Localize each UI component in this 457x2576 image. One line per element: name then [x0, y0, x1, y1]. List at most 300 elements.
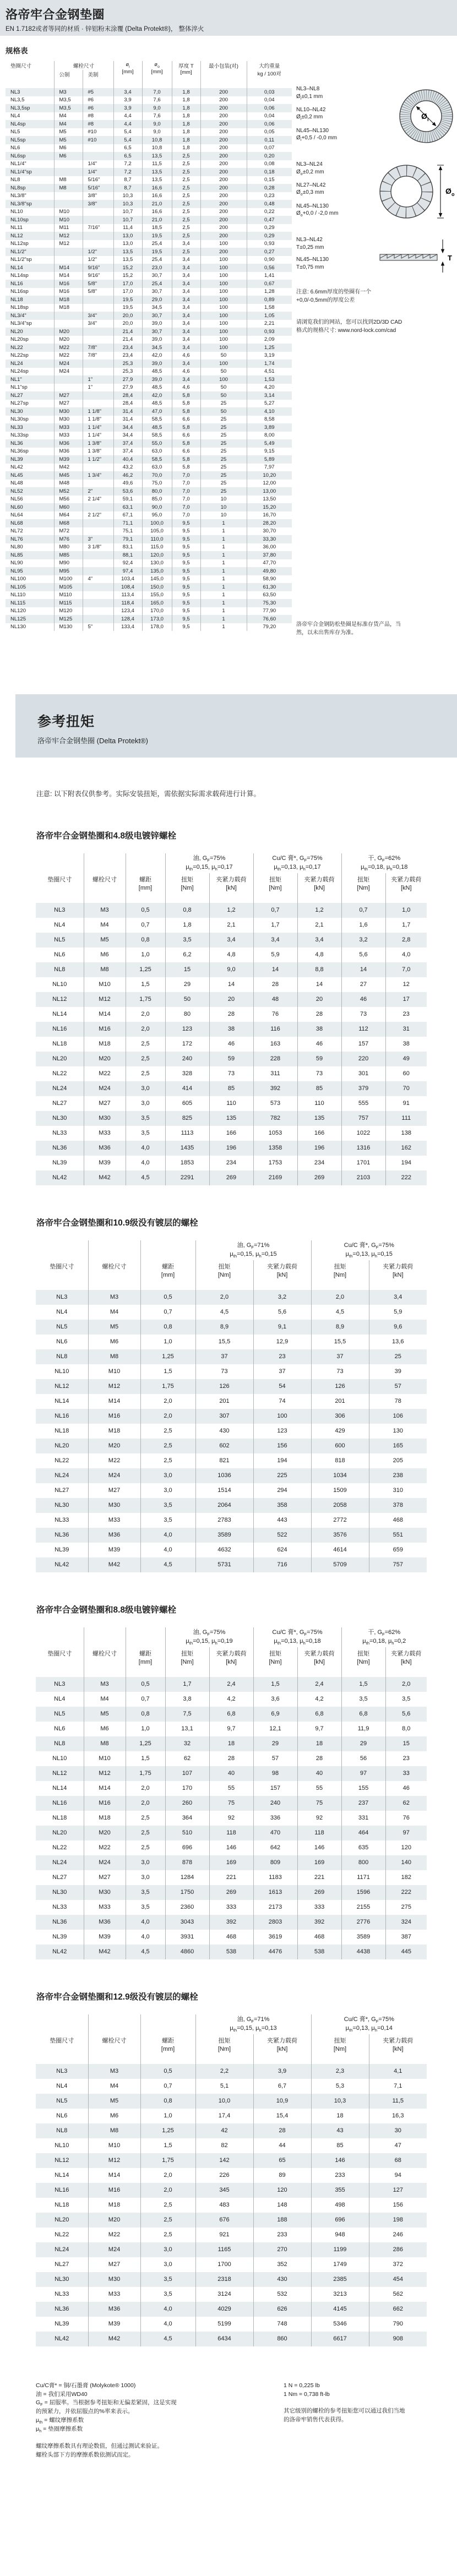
- spec-cell: [83, 583, 113, 591]
- spec-cell: 3,4: [172, 375, 200, 384]
- torque-cell: 498: [311, 2198, 369, 2213]
- torque-cell: 50: [165, 992, 209, 1007]
- torque-cell: M20: [88, 1439, 140, 1453]
- torque-cell: M6: [84, 947, 126, 962]
- torque-row: [36, 2109, 427, 2123]
- torque-cell: 3,5: [126, 1111, 165, 1126]
- spec-row: [6, 599, 292, 607]
- torque-cell: 468: [297, 1930, 341, 1945]
- torque-cell: 270: [253, 2242, 311, 2257]
- spec-cell: 61,30: [247, 583, 292, 591]
- spec-row: [6, 360, 292, 368]
- torque-cell: 29: [341, 1736, 385, 1751]
- spec-cell: M68: [54, 519, 83, 527]
- spec-cell: 2,5: [172, 168, 200, 176]
- torque-cell: 30: [369, 2123, 427, 2138]
- spec-row: [6, 615, 292, 623]
- spec-row: [6, 407, 292, 416]
- spec-cell: NL36: [10, 440, 23, 446]
- torque-cell: 468: [369, 1513, 427, 1528]
- spec-cell: 113,4: [113, 591, 142, 600]
- torque-cell: M12: [88, 2153, 140, 2168]
- torque-cell: 220: [341, 1052, 385, 1066]
- spec-cell: 133,4: [113, 623, 142, 631]
- spec-cell: 7,0: [172, 487, 200, 495]
- spec-cell: M18: [54, 304, 83, 312]
- torque-cell: 9,7: [209, 1722, 253, 1736]
- spec-cell: NL18: [10, 296, 23, 303]
- torque-cell: 379: [341, 1081, 385, 1096]
- spec-cell: 2,5: [172, 200, 200, 208]
- spec-cell: 7,6: [142, 96, 172, 105]
- spec-row: [6, 160, 292, 168]
- spec-cell: 2,5: [172, 248, 200, 256]
- spec-cell: 118,4: [113, 599, 142, 607]
- torque-cell: 2,5: [126, 1840, 165, 1855]
- spec-row: [6, 384, 292, 392]
- spec-cell: 0,04: [247, 112, 292, 121]
- torque-cell: M27: [84, 1870, 126, 1885]
- spec-cell: [83, 567, 113, 575]
- spec-cell: NL14sp: [10, 273, 29, 279]
- spec-cell: 123,4: [113, 607, 142, 616]
- spec-cell: 10: [200, 511, 247, 520]
- torque-cell: 782: [253, 1111, 297, 1126]
- spec-cell: #5: [83, 88, 113, 96]
- tolerance-list-thickness: [296, 236, 376, 276]
- torque-cell: 13,6: [369, 1335, 427, 1349]
- spec-cell: [83, 240, 113, 248]
- spec-cell: 2 1/4": [83, 495, 113, 504]
- spec-cell: 1: [200, 583, 247, 591]
- torque-row: [36, 1766, 427, 1781]
- spec-cell: 7,0: [172, 495, 200, 504]
- torque-cell: 233: [253, 2228, 311, 2242]
- torque-cell: 562: [369, 2287, 427, 2302]
- torque-cell: M5: [88, 2094, 140, 2109]
- spec-cell: 47,70: [247, 559, 292, 568]
- torque-cell: 6,2: [165, 947, 209, 962]
- svg-text:i: i: [427, 117, 429, 122]
- torque-table-grade-8-8: [36, 1627, 427, 1959]
- torque-cell: 3,0: [140, 2257, 195, 2272]
- torque-row: [36, 1543, 427, 1557]
- torque-cell: 0,8: [165, 903, 209, 918]
- spec-cell: [54, 256, 83, 264]
- torque-cell: 470: [253, 1826, 297, 1840]
- spec-cell: 77,90: [247, 607, 292, 616]
- torque-cell: 333: [209, 1900, 253, 1915]
- torque-cell: 142: [195, 2153, 253, 2168]
- torque-cell: 100: [253, 1409, 311, 1424]
- torque-cell: 635: [341, 1840, 385, 1855]
- spec-cell: M36: [54, 448, 83, 456]
- spec-cell: 34,4: [113, 423, 142, 432]
- torque-cell: 8,8: [297, 962, 341, 977]
- size-range: NL3–NL24: [296, 161, 323, 167]
- spec-cell: M48: [54, 480, 83, 488]
- torque-cell: 12: [385, 977, 427, 992]
- spec-cell: 8,58: [247, 416, 292, 424]
- torque-cell: 5,6: [341, 947, 385, 962]
- torque-cell: 28: [253, 2123, 311, 2138]
- torque-cell: 1358: [253, 1141, 297, 1156]
- torque-cell: 146: [311, 2153, 369, 2168]
- torque-cell: 148: [253, 2198, 311, 2213]
- torque-cell: 3,5: [140, 2272, 195, 2287]
- torque-cell: 1435: [165, 1141, 209, 1156]
- size-range: NL45–NL130: [296, 127, 329, 134]
- torque-cell: 62: [385, 1796, 427, 1811]
- torque-cell: 17: [385, 992, 427, 1007]
- spec-cell: M60: [54, 503, 83, 511]
- spec-cell: 28,4: [113, 391, 142, 400]
- torque-row: [36, 1483, 427, 1498]
- spec-cell: [83, 208, 113, 216]
- torque-cell: 0,7: [253, 903, 297, 918]
- torque-cell: M5: [84, 933, 126, 947]
- spec-cell: NL64: [10, 512, 23, 519]
- torque-cell: 3,6: [253, 1692, 297, 1707]
- torque-cell: 6617: [311, 2332, 369, 2346]
- torque-cell: M20: [88, 2213, 140, 2228]
- spec-cell: 100: [200, 296, 247, 304]
- spec-cell: 1/4": [83, 168, 113, 176]
- spec-cell: 7,0: [172, 503, 200, 511]
- torque-cell: 275: [385, 1900, 427, 1915]
- torque-cell: 1053: [253, 1126, 297, 1141]
- torque-cell: NL16: [52, 1800, 67, 1807]
- torque-cell: 345: [195, 2183, 253, 2198]
- torque-cell: 1509: [311, 1483, 369, 1498]
- torque-table-grade-12-9: [36, 2014, 427, 2346]
- torque-cell: 11,5: [369, 2094, 427, 2109]
- torque-cell: 85: [209, 1081, 253, 1096]
- torque-cell: 4,0: [126, 1915, 165, 1930]
- spec-cell: 75,0: [142, 480, 172, 488]
- washer-side-profile-icon: [376, 236, 457, 275]
- spec-row: [6, 583, 292, 591]
- spec-cell: 0,18: [247, 168, 292, 176]
- spec-cell: 120,0: [142, 551, 172, 559]
- col-header-torque: 扭矩 [Nm]: [341, 1647, 385, 1677]
- tolerance-value: $Ø_i\pm 0,1$ mm: [296, 93, 323, 101]
- torque-cell: 464: [341, 1826, 385, 1840]
- torque-cell: M14: [84, 1007, 126, 1022]
- lubrication-group-header: 干, $G_F=62\%$ $\mu_{th}=0,18$, $\mu_h=0,18$: [341, 853, 427, 873]
- torque-cell: 1596: [341, 1885, 385, 1900]
- torque-cell: 238: [369, 1468, 427, 1483]
- spec-cell: NL4: [10, 113, 20, 119]
- torque-cell: 2,0: [140, 2168, 195, 2183]
- torque-cell: 6434: [195, 2332, 253, 2346]
- torque-cell: 2,5: [126, 1826, 165, 1840]
- torque-cell: 1750: [165, 1885, 209, 1900]
- torque-row: [36, 1781, 427, 1796]
- spec-cell: 100: [200, 360, 247, 368]
- torque-cell: 8,9: [195, 1320, 253, 1335]
- spec-cell: 63,0: [142, 464, 172, 472]
- spec-cell: 30,70: [247, 527, 292, 536]
- spec-cell: 200: [200, 112, 247, 121]
- torque-cell: M12: [84, 1766, 126, 1781]
- torque-cell: 107: [165, 1766, 209, 1781]
- torque-cell: M4: [84, 918, 126, 933]
- torque-cell: 54: [253, 1379, 311, 1394]
- spec-cell: 3/4": [83, 312, 113, 320]
- spec-row: [6, 567, 292, 575]
- torque-cell: 140: [385, 1855, 427, 1870]
- spacer: [84, 1627, 126, 1647]
- spec-cell: [54, 384, 83, 392]
- torque-cell: 3,4: [209, 933, 253, 947]
- spec-cell: M30: [54, 416, 83, 424]
- spec-cell: NL60: [10, 504, 23, 510]
- torque-cell: 18: [297, 1736, 341, 1751]
- spec-cell: 0,11: [247, 136, 292, 144]
- lubrication-group-header: Cu/C 膏*, $G_F=75\%$ $\mu_{th}=0,13$, $\mu_h=0,18$: [253, 1627, 341, 1647]
- torque-cell: 1753: [253, 1156, 297, 1170]
- torque-row: [36, 1409, 427, 1424]
- torque-cell: M24: [84, 1081, 126, 1096]
- spec-row: [6, 216, 292, 224]
- torque-cell: NL39: [55, 1546, 69, 1554]
- spec-row: [6, 272, 292, 280]
- torque-cell: 4029: [195, 2302, 253, 2317]
- torque-cell: 4,2: [209, 1692, 253, 1707]
- torque-cell: 37: [253, 1364, 311, 1379]
- spec-cell: M33: [54, 423, 83, 432]
- torque-cell: 3043: [165, 1915, 209, 1930]
- spec-cell: 25: [200, 464, 247, 472]
- spec-cell: 2 1/2": [83, 511, 113, 520]
- torque-cell: 1613: [253, 1885, 297, 1900]
- torque-cell: 163: [253, 1037, 297, 1052]
- torque-cell: 23: [385, 1007, 427, 1022]
- torque-cell: 454: [369, 2272, 427, 2287]
- spec-cell: 63,1: [113, 503, 142, 511]
- torque-cell: 17,4: [195, 2109, 253, 2123]
- spec-cell: 5,8: [172, 464, 200, 472]
- spec-cell: NL3,5sp: [10, 105, 30, 111]
- torque-row: [36, 2094, 427, 2109]
- torque-cell: M16: [88, 2183, 140, 2198]
- spec-cell: [83, 527, 113, 536]
- torque-cell: 3576: [311, 1528, 369, 1543]
- spec-cell: NL3/8"sp: [10, 200, 32, 207]
- spec-cell: 1,8: [172, 144, 200, 153]
- spec-cell: [83, 152, 113, 160]
- torque-cell: 3931: [165, 1930, 209, 1945]
- spec-cell: NL36sp: [10, 448, 29, 455]
- torque-cell: 2,5: [140, 2198, 195, 2213]
- spec-cell: [54, 375, 83, 384]
- torque-cell: 2,5: [126, 1037, 165, 1052]
- torque-cell: M3: [84, 903, 126, 918]
- torque-cell: 2,5: [140, 2228, 195, 2242]
- spec-cell: 13,5: [142, 176, 172, 184]
- spec-cell: 58,90: [247, 575, 292, 584]
- torque-cell: 4,5: [126, 1945, 165, 1959]
- page-title: 洛帝牢合金钢垫圈: [6, 8, 105, 21]
- torque-row: [36, 977, 427, 992]
- spec-cell: 1,8: [172, 96, 200, 105]
- spec-cell: 19,5: [113, 304, 142, 312]
- col-header-torque: 扭矩 [Nm]: [341, 873, 385, 903]
- torque-cell: 522: [253, 1528, 311, 1543]
- torque-cell: 4,0: [140, 1528, 195, 1543]
- spec-cell: NL16sp: [10, 288, 29, 295]
- outer-diameter-tolerance-row: [296, 161, 457, 224]
- torque-cell: 170: [165, 1781, 209, 1796]
- torque-cell: 120: [253, 2183, 311, 2198]
- spec-cell: 4,10: [247, 407, 292, 416]
- spec-cell: 3,19: [247, 352, 292, 360]
- torque-cell: NL14: [55, 2172, 69, 2179]
- torque-cell: 1,75: [140, 1379, 195, 1394]
- spec-cell: 10,7: [113, 208, 142, 216]
- torque-cell: NL36: [52, 1919, 67, 1926]
- torque-cell: 3589: [195, 1528, 253, 1543]
- torque-cell: NL24: [52, 1085, 67, 1092]
- torque-cell: 118: [209, 1826, 253, 1840]
- torque-cell: 110: [297, 1096, 341, 1111]
- spec-cell: NL16: [10, 280, 23, 287]
- spec-cell: 9/16": [83, 272, 113, 280]
- torque-cell: NL24: [55, 1472, 69, 1479]
- torque-cell: 0,7: [126, 1692, 165, 1707]
- spec-row: [6, 527, 292, 536]
- spec-cell: NL1/2": [10, 248, 26, 255]
- cad-note: 请浏览我们的网站，您可以找到2D/3D CAD 格式的规格尺寸: www.nord-lock.com/cad: [296, 319, 402, 334]
- spec-cell: 200: [200, 208, 247, 216]
- torque-cell: M6: [84, 1722, 126, 1736]
- col-header-clamp-load: 夹紧力载荷 [kN]: [385, 1647, 427, 1677]
- spec-cell: 1: [200, 567, 247, 575]
- spec-cell: 4,6: [172, 368, 200, 376]
- torque-row: [36, 1379, 427, 1394]
- col-header-clamp-load: 夹紧力载荷 [kN]: [253, 1260, 311, 1290]
- torque-cell: 196: [297, 1141, 341, 1156]
- torque-cell: 57: [253, 1751, 297, 1766]
- col-header-washer-size: 垫圈尺寸: [47, 876, 72, 884]
- spec-cell: 1/2": [83, 256, 113, 264]
- torque-cell: M22: [88, 2228, 140, 2242]
- torque-cell: NL33: [55, 1517, 69, 1524]
- torque-row: [36, 1707, 427, 1722]
- spec-cell: NL24: [10, 360, 23, 367]
- torque-cell: 2064: [195, 1498, 253, 1513]
- torque-row: [36, 1468, 427, 1483]
- serrated-washer-front-icon: [395, 85, 457, 147]
- torque-cell: 2,3: [311, 2064, 369, 2079]
- torque-cell: 2,5: [140, 1424, 195, 1439]
- torque-cell: NL36: [55, 1532, 69, 1539]
- spec-cell: 58,5: [142, 416, 172, 424]
- spec-row: [6, 328, 292, 336]
- torque-cell: 15: [385, 1736, 427, 1751]
- spec-cell: 16,6: [142, 208, 172, 216]
- torque-cell: 118: [297, 1826, 341, 1840]
- spec-cell: 33,30: [247, 535, 292, 543]
- torque-cell: M3: [88, 2064, 140, 2079]
- spec-cell: 1 3/8": [83, 448, 113, 456]
- torque-cell: NL18: [52, 1815, 67, 1822]
- torque-cell: 73: [341, 1007, 385, 1022]
- torque-cell: 234: [209, 1156, 253, 1170]
- torque-row: [36, 2138, 427, 2153]
- torque-cell: 32: [165, 1736, 209, 1751]
- spec-cell: 2,5: [172, 160, 200, 168]
- col-header-washer-size: 垫圈尺寸: [10, 63, 32, 69]
- torque-row: [36, 1677, 427, 1692]
- torque-cell: 1,0: [385, 903, 427, 918]
- spec-cell: 110,0: [142, 535, 172, 543]
- torque-cell: NL5: [56, 2098, 68, 2105]
- spec-cell: 1,41: [247, 272, 292, 280]
- torque-cell: M33: [84, 1900, 126, 1915]
- torque-cell: NL5: [56, 1324, 68, 1331]
- torque-cell: 1183: [253, 1870, 297, 1885]
- spec-row: [6, 208, 292, 216]
- torque-cell: 1,7: [385, 918, 427, 933]
- spec-cell: 30,7: [142, 272, 172, 280]
- torque-cell: 73: [209, 1066, 253, 1081]
- spec-cell: 10,8: [142, 144, 172, 153]
- spacer: [36, 853, 84, 873]
- torque-row: [36, 1126, 427, 1141]
- cam-washer-front-icon: [376, 161, 457, 222]
- torque-cell: 7,5: [165, 1707, 209, 1722]
- torque-cell: 29: [165, 977, 209, 992]
- spec-cell: 178,0: [142, 623, 172, 631]
- spec-cell: 34,5: [142, 344, 172, 352]
- torque-cell: 6,7: [253, 2079, 311, 2094]
- torque-cell: 825: [165, 1111, 209, 1126]
- spec-cell: 36,00: [247, 543, 292, 552]
- torque-row: [36, 2272, 427, 2287]
- spec-cell: 75,30: [247, 599, 292, 607]
- inner-diameter-tolerance-row: [296, 85, 457, 149]
- spec-cell: 70,0: [142, 471, 172, 480]
- spec-cell: 100: [200, 280, 247, 288]
- spec-row: [6, 432, 292, 440]
- torque-cell: 2360: [165, 1900, 209, 1915]
- torque-cell: 120: [385, 1840, 427, 1855]
- spec-row: [6, 559, 292, 568]
- spec-cell: M72: [54, 527, 83, 536]
- col-header-washer-size: 垫圈尺寸: [47, 1651, 72, 1658]
- torque-cell: 269: [297, 1170, 341, 1185]
- torque-cell: 146: [209, 1840, 253, 1855]
- spec-cell: M8: [54, 176, 83, 184]
- torque-cell: 2,0: [140, 1409, 195, 1424]
- torque-cell: 2803: [253, 1915, 297, 1930]
- spec-cell: 16,6: [142, 192, 172, 200]
- spec-cell: M120: [54, 607, 83, 616]
- torque-cell: M18: [88, 2198, 140, 2213]
- torque-cell: 1036: [195, 1468, 253, 1483]
- torque-cell: NL4: [56, 2083, 68, 2090]
- footnote-line: 油 = 我们采用WD40: [36, 2390, 88, 2398]
- torque-cell: NL22: [55, 1457, 69, 1464]
- spec-cell: 12,00: [247, 480, 292, 488]
- torque-cell: M4: [88, 1305, 140, 1320]
- torque-cell: 156: [253, 1439, 311, 1453]
- torque-cell: 5,6: [385, 1707, 427, 1722]
- torque-cell: 3213: [311, 2287, 369, 2302]
- torque-cell: 10,9: [253, 2094, 311, 2109]
